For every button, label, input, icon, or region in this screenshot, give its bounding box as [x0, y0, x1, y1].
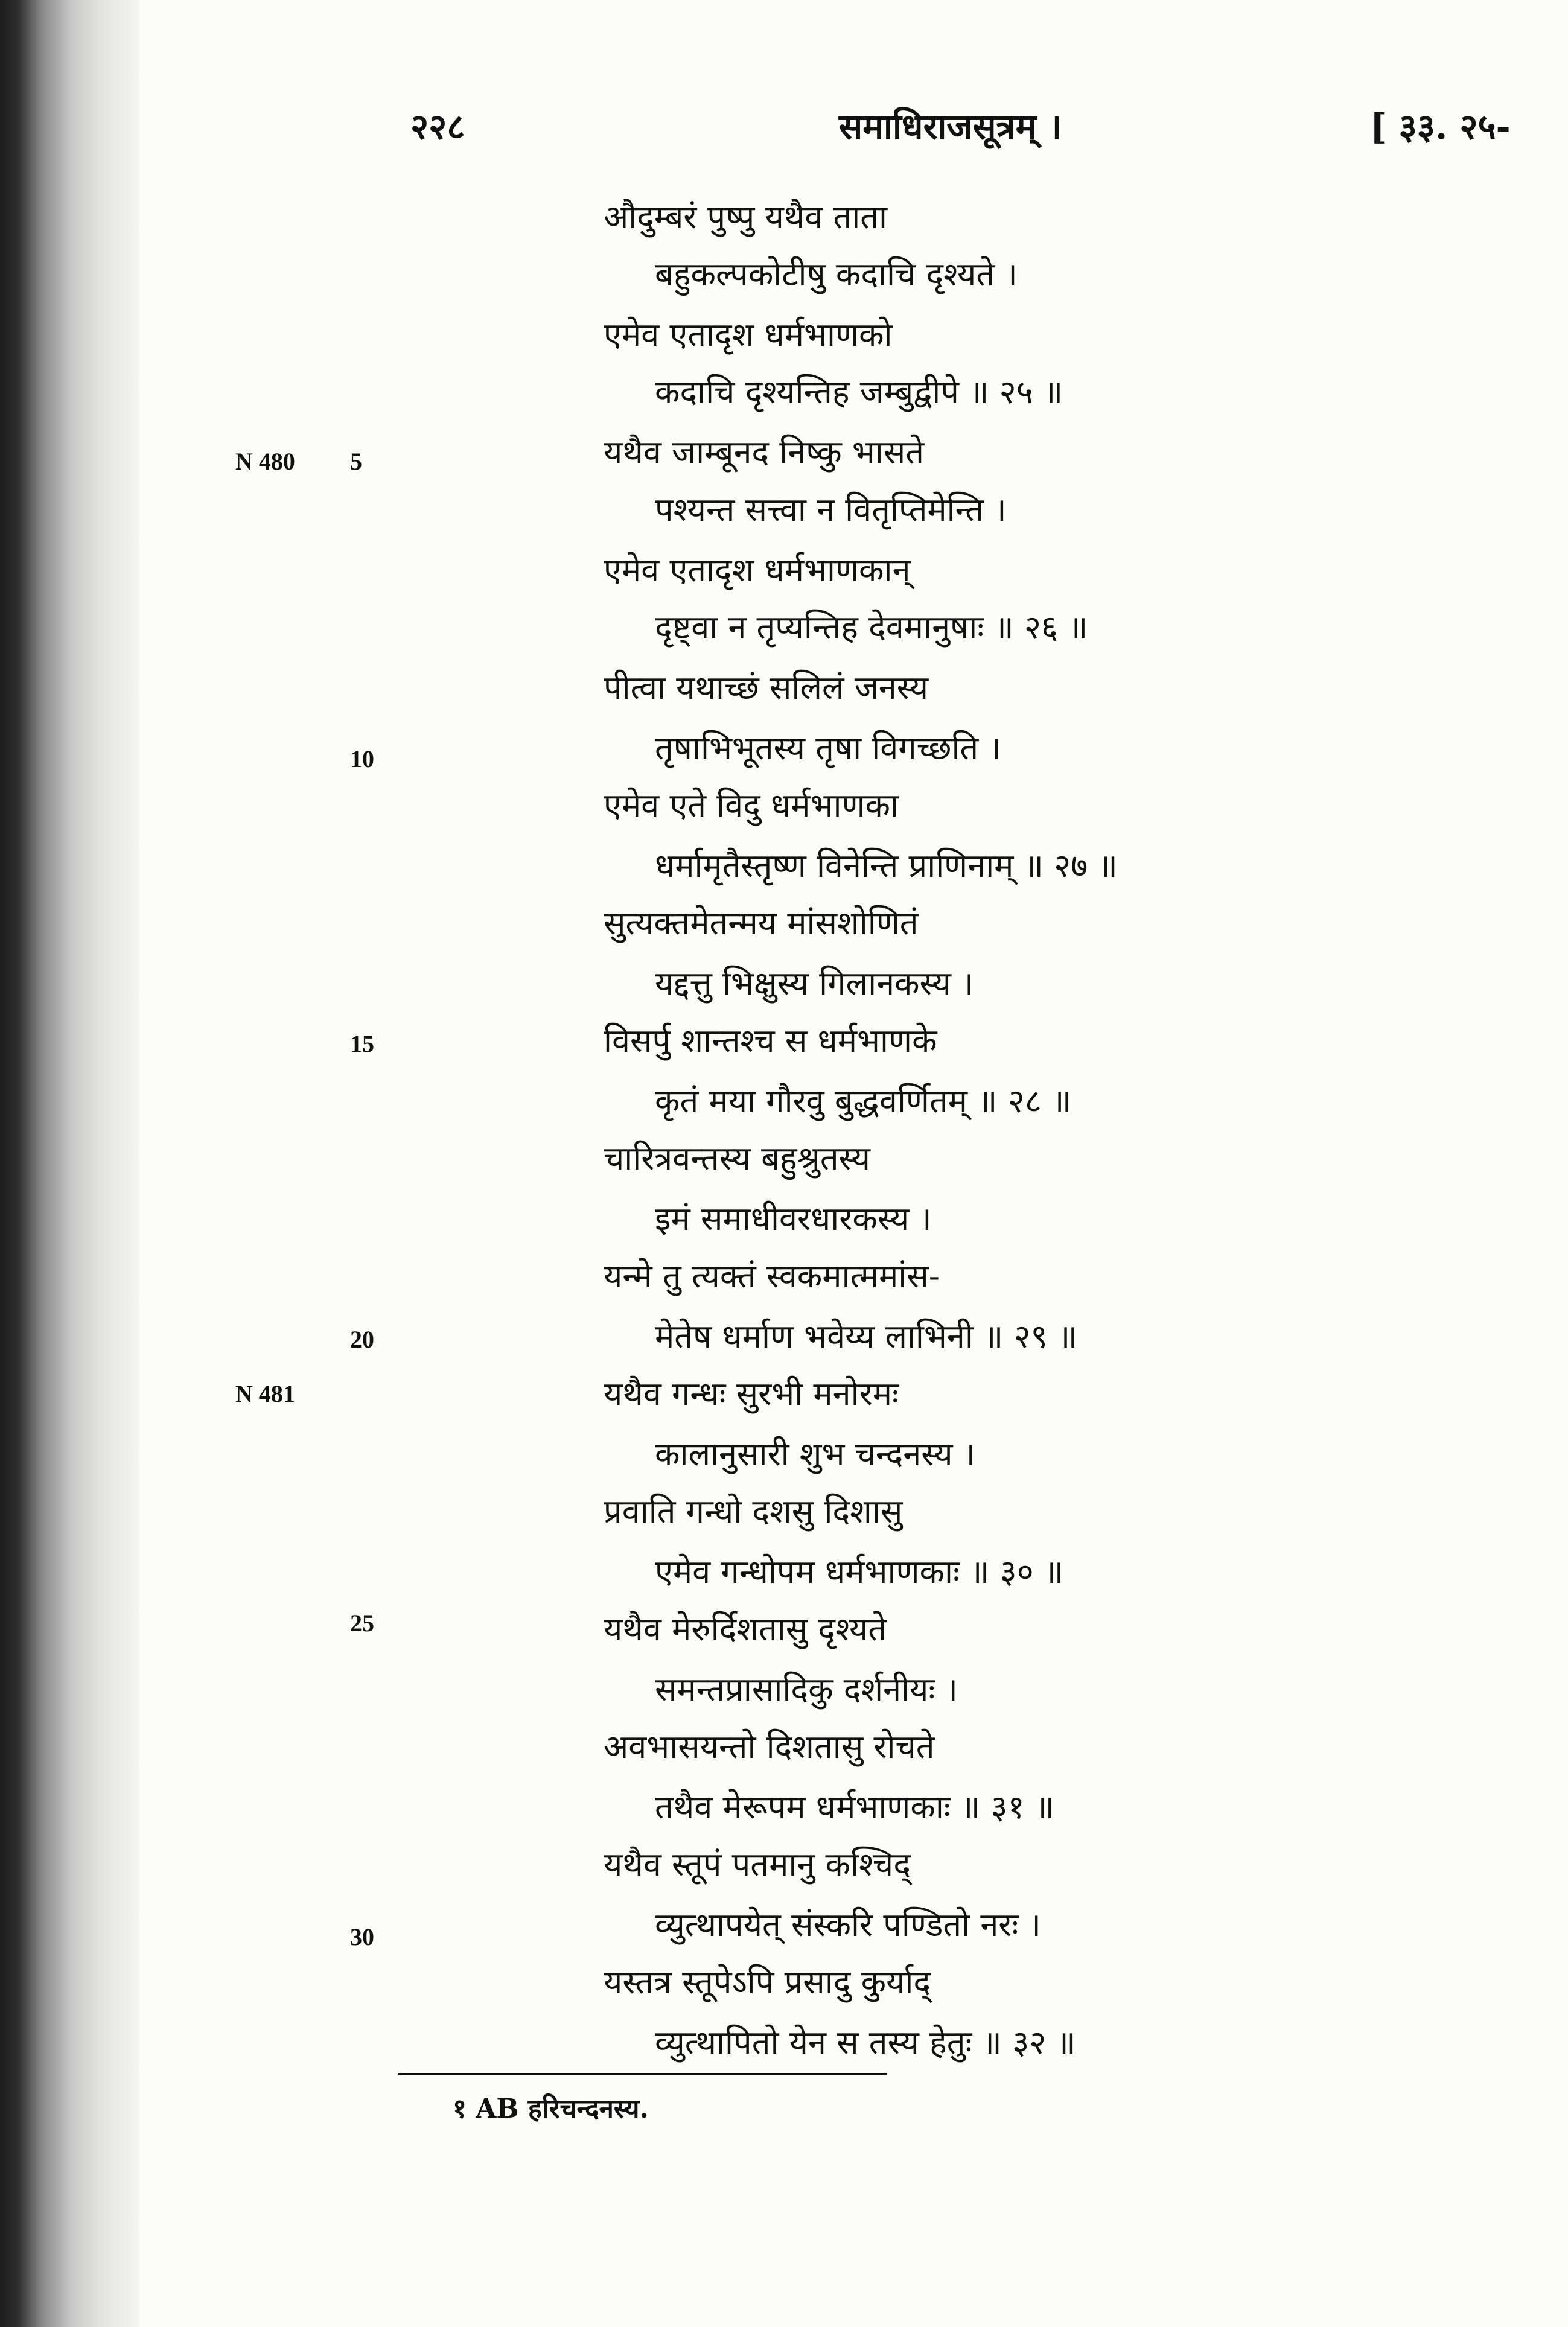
verse-line: सुत्यक्तमेतन्मय मांसशोणितं — [604, 904, 919, 942]
verse-line: एमेव एते विदु धर्मभाणका — [604, 786, 899, 824]
verse-line: एमेव एतादृश धर्मभाणको — [604, 316, 893, 354]
verse-line: यन्मे तु त्यक्तं स्वकमात्ममांस- — [604, 1257, 940, 1295]
line-number: 15 — [350, 1030, 374, 1057]
verse-line: पीत्वा यथाच्छं सलिलं जनस्य — [604, 669, 929, 707]
line-number: 5 — [350, 448, 362, 475]
verse-line: समन्तप्रासादिकु दर्शनीयः । — [655, 1670, 958, 1708]
verse-line: यद्दत्तु भिक्षुस्य गिलानकस्य । — [655, 964, 974, 1002]
line-number: 25 — [350, 1609, 374, 1637]
verse-line: तथैव मेरूपम धर्मभाणकाः ॥ ३१ ॥ — [655, 1788, 1055, 1826]
verse-line: दृष्ट्वा न तृप्यन्तिह देवमानुषाः ॥ २६ ॥ — [655, 608, 1088, 646]
verse-line: विसर्पु शान्तश्च स धर्मभाणके — [604, 1022, 937, 1060]
line-number: 10 — [350, 745, 374, 772]
footnote-divider — [398, 2073, 887, 2075]
verse-line: यथैव गन्धः सुरभी मनोरमः — [604, 1375, 899, 1413]
verse-line: चारित्रवन्तस्य बहुश्रुतस्य — [604, 1139, 870, 1177]
verse-line: पश्यन्त सत्त्वा न वितृप्तिमेन्ति । — [655, 491, 1007, 529]
verse-line: मेतेष धर्माण भवेय्य लाभिनी ॥ २९ ॥ — [655, 1317, 1078, 1355]
verse-line: व्युत्थापितो येन स तस्य हेतुः ॥ ३२ ॥ — [655, 2023, 1076, 2061]
verse-line: यथैव मेरुर्दिशतासु दृश्यते — [604, 1610, 887, 1648]
verse-line: एमेव गन्धोपम धर्मभाणकाः ॥ ३० ॥ — [655, 1553, 1064, 1591]
verse-line: एमेव एतादृश धर्मभाणकान् — [604, 551, 911, 589]
verse-line: कदाचि दृश्यन्तिह जम्बुद्वीपे ॥ २५ ॥ — [655, 373, 1063, 411]
section-reference: [ ३३. २५- — [1370, 106, 1511, 147]
book-binding-edge — [0, 0, 139, 2327]
verse-line: कालानुसारी शुभ चन्दनस्य । — [655, 1435, 976, 1473]
line-number: 30 — [350, 1923, 374, 1950]
verse-line: कृतं मया गौरवु बुद्धवर्णितम् ॥ २८ ॥ — [655, 1082, 1072, 1120]
verse-line: अवभासयन्तो दिशतासु रोचते — [604, 1728, 935, 1766]
verse-line: इमं समाधीवरधारकस्य । — [655, 1200, 932, 1238]
verse-line: यस्तत्र स्तूपेऽपि प्रसादु कुर्याद् — [604, 1963, 931, 2001]
verse-line: यथैव जाम्बूनद निष्कु भासते — [604, 433, 925, 471]
footnote: १ AB हरिचन्दनस्य. — [453, 2093, 649, 2124]
running-title: समाधिराजसूत्रम् । — [839, 106, 1062, 147]
manuscript-reference: N 481 — [235, 1380, 295, 1407]
verse-line: व्युत्थापयेत् संस्करि पण्डितो नरः । — [655, 1906, 1041, 1944]
verse-line: प्रवाति गन्धो दशसु दिशासु — [604, 1492, 903, 1530]
verse-line: औदुम्बरं पुष्पु यथैव ताता — [604, 198, 887, 236]
verse-line: धर्मामृतैस्तृष्ण विनेन्ति प्राणिनाम् ॥ २७ ॥ — [655, 847, 1118, 885]
line-number: 20 — [350, 1326, 374, 1353]
verse-line: तृषाभिभूतस्य तृषा विगच्छति । — [655, 729, 1001, 767]
page-number: २२८ — [410, 106, 465, 147]
manuscript-reference: N 480 — [235, 448, 295, 475]
verse-line: यथैव स्तूपं पतमानु कश्चिद् — [604, 1845, 911, 1883]
verse-line: बहुकल्पकोटीषु कदाचि दृश्यते । — [655, 255, 1018, 293]
